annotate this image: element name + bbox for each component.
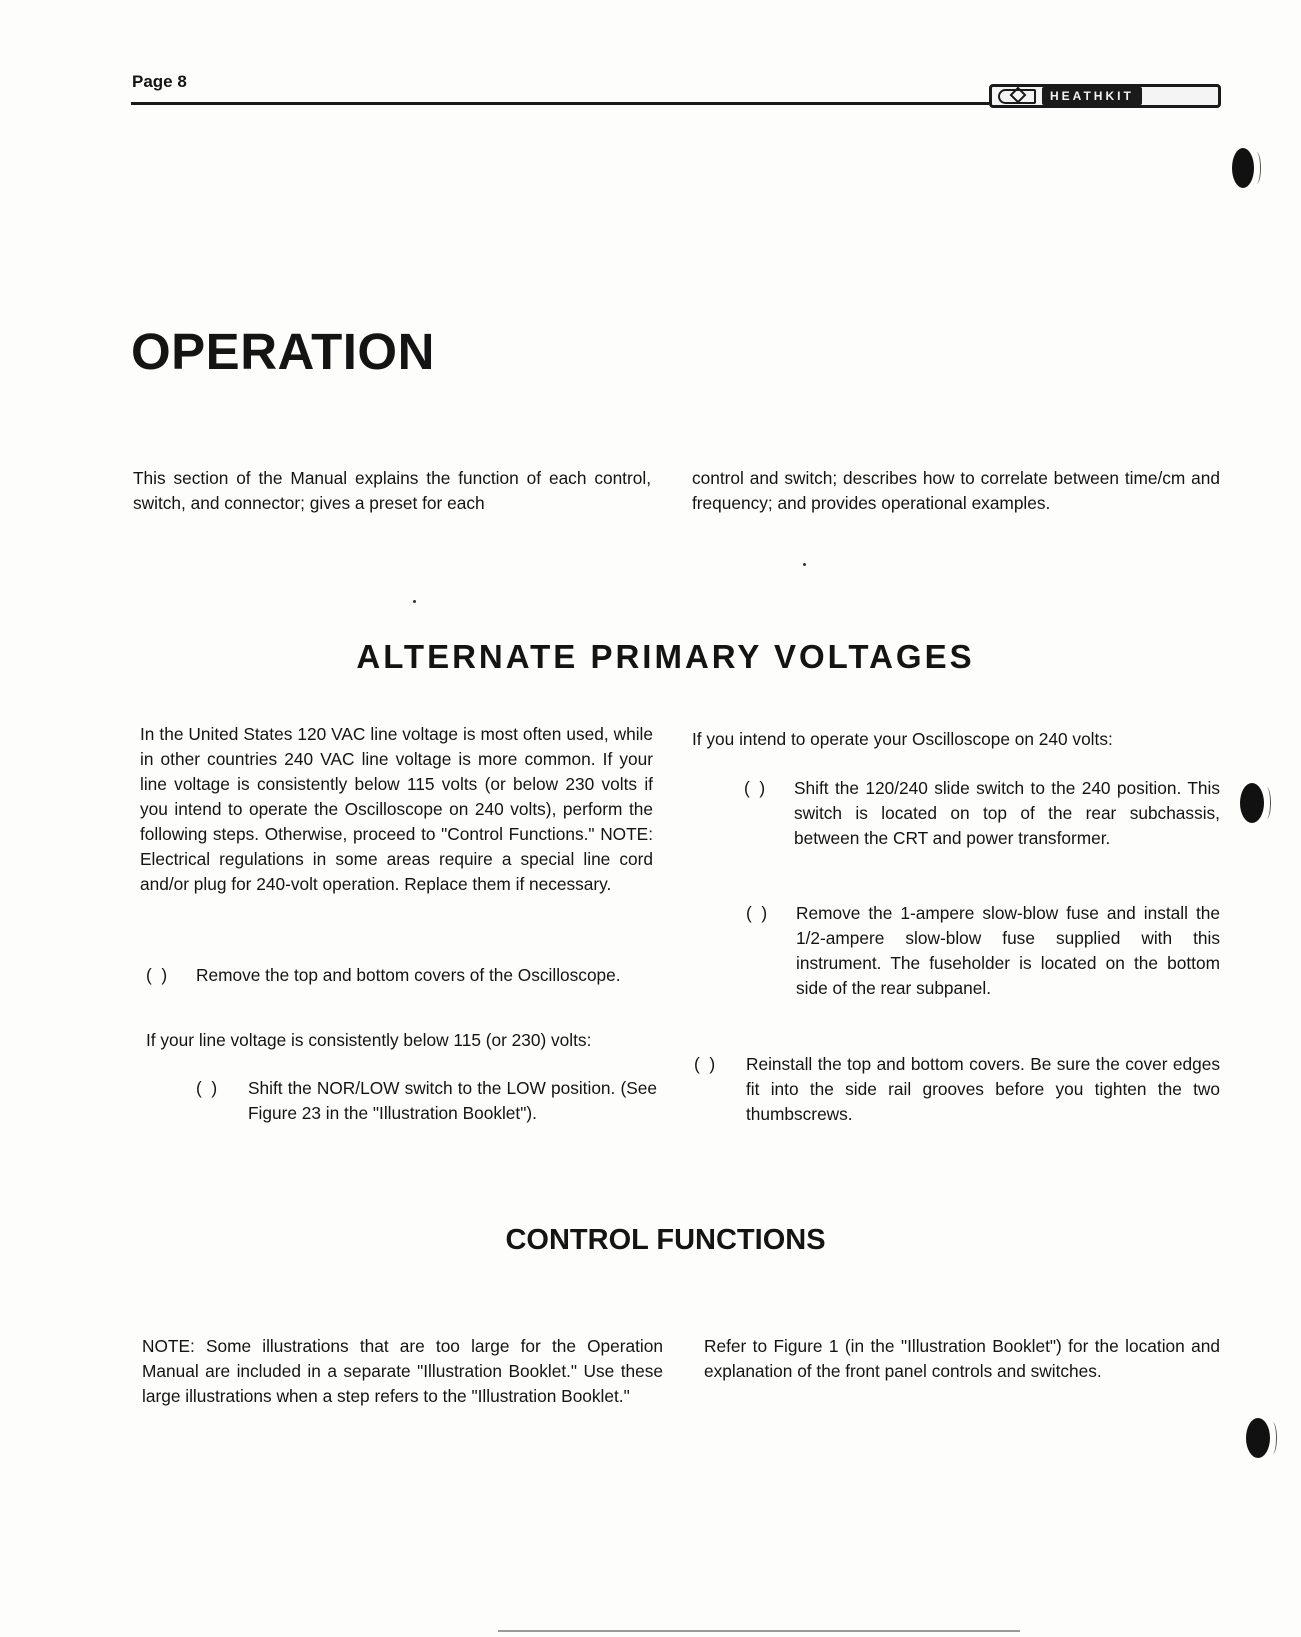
operation-intro-left: This section of the Manual explains the function of each control, switch, and connector; gives a preset for each <box>133 468 651 513</box>
step-remove-covers <box>146 963 653 988</box>
control-functions-refer: Refer to Figure 1 (in the "Illustration Booklet") for the location and explanation of the front panel controls and switches. <box>704 1336 1220 1381</box>
step-checkbox[interactable]: ( ) <box>694 1054 716 1074</box>
step-reinstall <box>694 1052 1220 1127</box>
punch-hole-icon <box>1232 148 1254 188</box>
voltages-intro: In the United States 120 VAC line voltage is most often used, while in other countries 240 VAC line voltage is more common. If your line voltage is consistently below 115 volts (or below 230 volts if you intend to operate the Oscilloscope on 240 volts), perform the following steps. Otherwise, proceed to "Control Functions." NOTE: Electrical regulations in some areas require a special line cord and/or plug for 240-volt operation. Replace them if necessary. <box>140 724 653 894</box>
control-functions-note: NOTE: Some illustrations that are too large for the Operation Manual are included in a separate "Illustration Booklet." Use these large illustrations when a step refers to the "Illustration Booklet." <box>142 1336 663 1406</box>
step-text: Shift the NOR/LOW switch to the LOW position. (See Figure 23 in the "Illustration Booklet"). <box>248 1078 657 1123</box>
step-fuse <box>746 901 1220 1001</box>
step-text: Remove the top and bottom covers of the Oscilloscope. <box>196 965 621 985</box>
step-text: Reinstall the top and bottom covers. Be sure the cover edges fit into the side rail grooves before you tighten the two thumbscrews. <box>746 1054 1220 1124</box>
page-number: Page 8 <box>132 72 187 91</box>
operation-intro-right: control and switch; describes how to correlate between time/cm and frequency; and provides operational examples. <box>692 468 1220 513</box>
header-rule <box>131 102 989 105</box>
bottom-scan-line <box>498 1630 1020 1632</box>
step-checkbox[interactable]: ( ) <box>746 903 768 923</box>
logo-emblem-icon <box>998 89 1036 104</box>
scan-speck <box>413 600 416 603</box>
operate-240-lead: If you intend to operate your Oscilloscope on 240 volts: <box>692 729 1113 749</box>
punch-hole-icon <box>1240 783 1264 823</box>
scan-speck <box>803 563 806 566</box>
logo-wordmark: HEATHKIT <box>1042 87 1142 105</box>
operation-heading: OPERATION <box>131 323 435 380</box>
below-115-lead: If your line voltage is consistently below 115 (or 230) volts: <box>146 1030 592 1050</box>
alternate-voltages-heading: ALTERNATE PRIMARY VOLTAGES <box>356 638 975 675</box>
step-checkbox[interactable]: ( ) <box>146 965 168 985</box>
step-checkbox[interactable]: ( ) <box>744 778 766 798</box>
step-text: Shift the 120/240 slide switch to the 240 position. This switch is located on top of the rear subchassis, between the CRT and power transformer. <box>794 778 1220 848</box>
step-text: Remove the 1-ampere slow-blow fuse and install the 1/2-ampere slow-blow fuse supplied with this instrument. The fuseholder is located on the bottom side of the rear subpanel. <box>796 903 1220 998</box>
brand-logo <box>989 84 1221 108</box>
punch-hole-icon <box>1246 1418 1270 1458</box>
step-nor-low <box>196 1076 657 1126</box>
control-functions-heading: CONTROL FUNCTIONS <box>505 1224 826 1256</box>
step-slide-switch <box>744 776 1220 851</box>
step-checkbox[interactable]: ( ) <box>196 1078 218 1098</box>
